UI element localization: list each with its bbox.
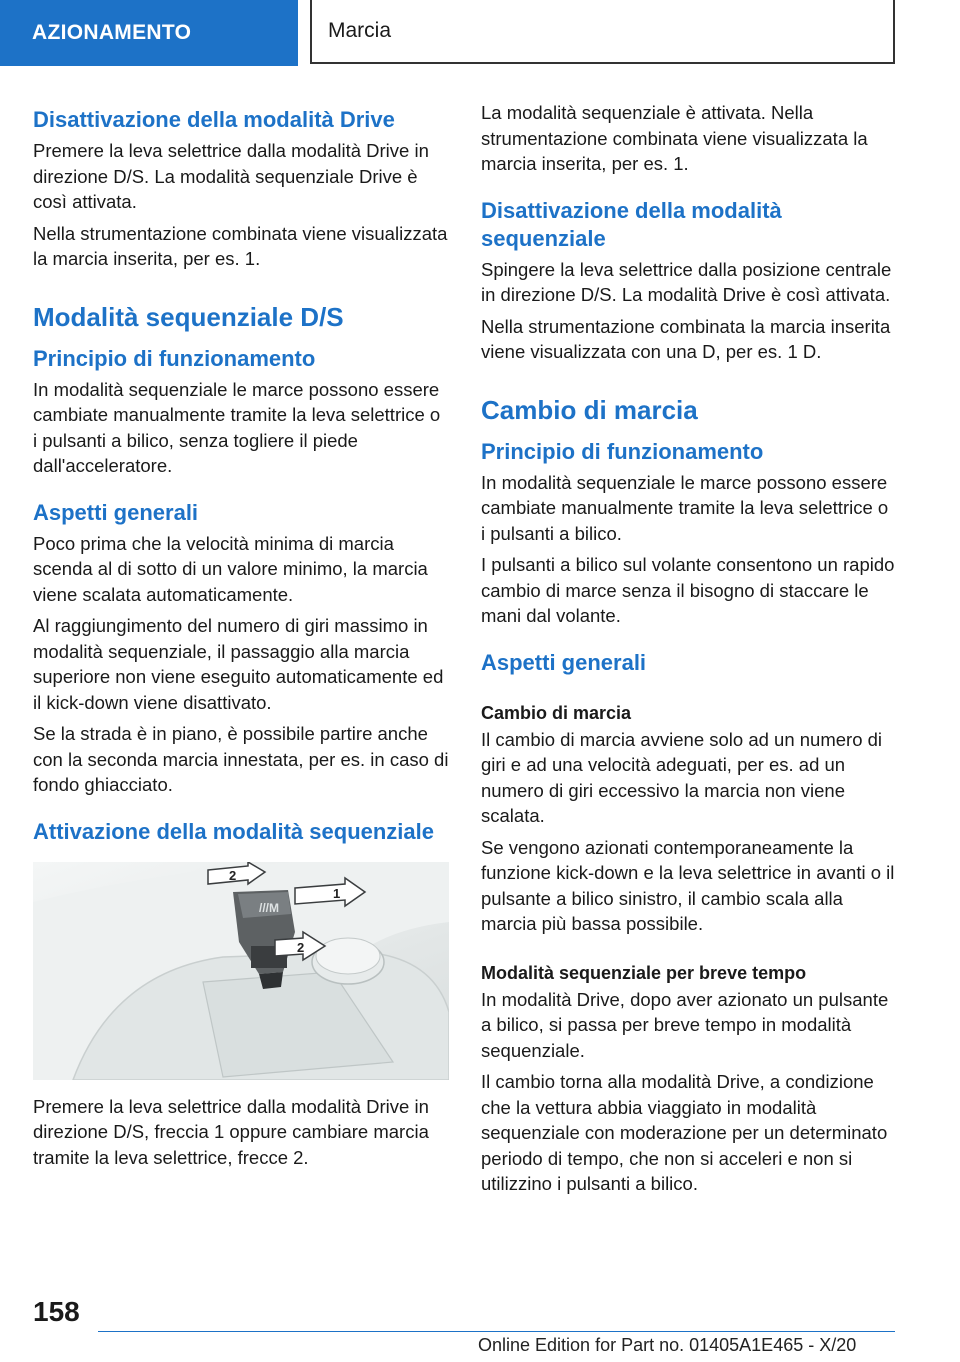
paragraph: Spingere la leva selettrice dalla posizione centrale in direzione D/S. La modalità Drive è così attivata. xyxy=(481,258,892,305)
paragraph: Se vengono azionati contemporaneamente la funzione kick-down e la leva selettrice in avanti o il pulsante a bilico sinistro, il cambio scala alla marcia più bassa possibile. xyxy=(481,836,895,934)
paragraph: Nella strumentazione combinata la marcia inserita viene visualizzata con una D, per es. 1 D. xyxy=(481,315,891,362)
heading-sequential-mode: Modalità sequenziale D/S xyxy=(33,301,344,332)
arrow-1-label: 1 xyxy=(333,885,341,901)
paragraph: Premere la leva selettrice dalla modalità Drive in direzione D/S. La modalità sequenziale Drive è così attivata. xyxy=(33,140,429,212)
paragraph: Se la strada è in piano, è possibile partire anche con la seconda marcia innestata, per es. in caso di fondo ghiacciato. xyxy=(33,723,449,795)
page-number: 158 xyxy=(33,1296,80,1327)
m-badge: ///M xyxy=(259,900,279,915)
paragraph: Nella strumentazione combinata viene visualizzata la marcia inserita, per es. 1. xyxy=(33,222,448,269)
heading-operating-principle: Principio di funzionamento xyxy=(33,345,316,371)
footer-divider xyxy=(98,1331,895,1332)
heading-sequential-activation: Attivazione della modalità sequenziale xyxy=(33,818,434,844)
section-tab: AZIONAMENTO xyxy=(0,0,298,66)
heading-general-aspects: Aspetti generali xyxy=(481,649,647,675)
arrow-2-top-label: 2 xyxy=(229,867,237,883)
right-column xyxy=(481,100,897,1203)
heading-drive-deactivation: Disattivazione della modalità Drive xyxy=(33,107,395,132)
paragraph: Premere la leva selettrice dalla modalità Drive in direzione D/S, freccia 1 oppure cambiare marcia tramite la leva selettrice, frecce 2. xyxy=(33,1095,429,1168)
heading-operating-principle: Principio di funzionamento xyxy=(481,438,764,464)
heading-sequential-deactivation: Disattivazione della modalità sequenziale xyxy=(481,197,782,251)
paragraph: Poco prima che la velocità minima di marcia scenda al di sotto di un valore minimo, la marcia viene scalata automaticamente. xyxy=(33,532,428,605)
paragraph: In modalità Drive, dopo aver azionato un pulsante a bilico, si passa per breve tempo in modalità sequenziale. xyxy=(481,988,889,1061)
gear-selector-illustration xyxy=(33,862,449,1080)
paragraph: Il cambio torna alla modalità Drive, a condizione che la vettura abbia viaggiato in modalità sequenziale con moderazione per un determinato periodo di tempo, che non si acceleri e non si utilizzino i pulsanti a bilico. xyxy=(481,1071,888,1194)
topic-tab: Marcia xyxy=(310,0,895,64)
heading-general-aspects: Aspetti generali xyxy=(33,499,199,525)
heading-gear-change: Cambio di marcia xyxy=(481,394,698,425)
paragraph: I pulsanti a bilico sul volante consentono un rapido cambio di marce senza il bisogno di staccare le mani dal volante. xyxy=(481,554,895,626)
subheading-temporary-sequential: Modalità sequenziale per breve tempo xyxy=(481,962,807,983)
paragraph: Al raggiungimento del numero di giri massimo in modalità sequenziale, il passaggio alla marcia superiore non viene eseguito automaticamente ed il kick-down viene disattivato. xyxy=(33,615,444,713)
arrow-2-bottom-label: 2 xyxy=(297,939,305,955)
gear-selector-drawing xyxy=(33,862,449,1080)
left-column xyxy=(33,100,449,1176)
paragraph: La modalità sequenziale è attivata. Nella strumentazione combinata viene visualizzata la marcia inserita, per es. 1. xyxy=(481,102,868,174)
subheading-gear-change: Cambio di marcia xyxy=(481,702,632,723)
paragraph: In modalità sequenziale le marce possono essere cambiate manualmente tramite la leva selettrice o i pulsanti a bilico. xyxy=(481,471,889,544)
edition-note: Online Edition for Part no. 01405A1E465 - X/20 xyxy=(478,1335,857,1355)
paragraph: In modalità sequenziale le marce possono essere cambiate manualmente tramite la leva selettrice o i pulsanti a bilico, senza togliere il piede dall'acceleratore. xyxy=(33,378,441,476)
paragraph: Il cambio di marcia avviene solo ad un numero di giri e ad una velocità adeguati, per es. ad un numero di giri eccessivo la marcia non viene scalata. xyxy=(481,728,883,826)
